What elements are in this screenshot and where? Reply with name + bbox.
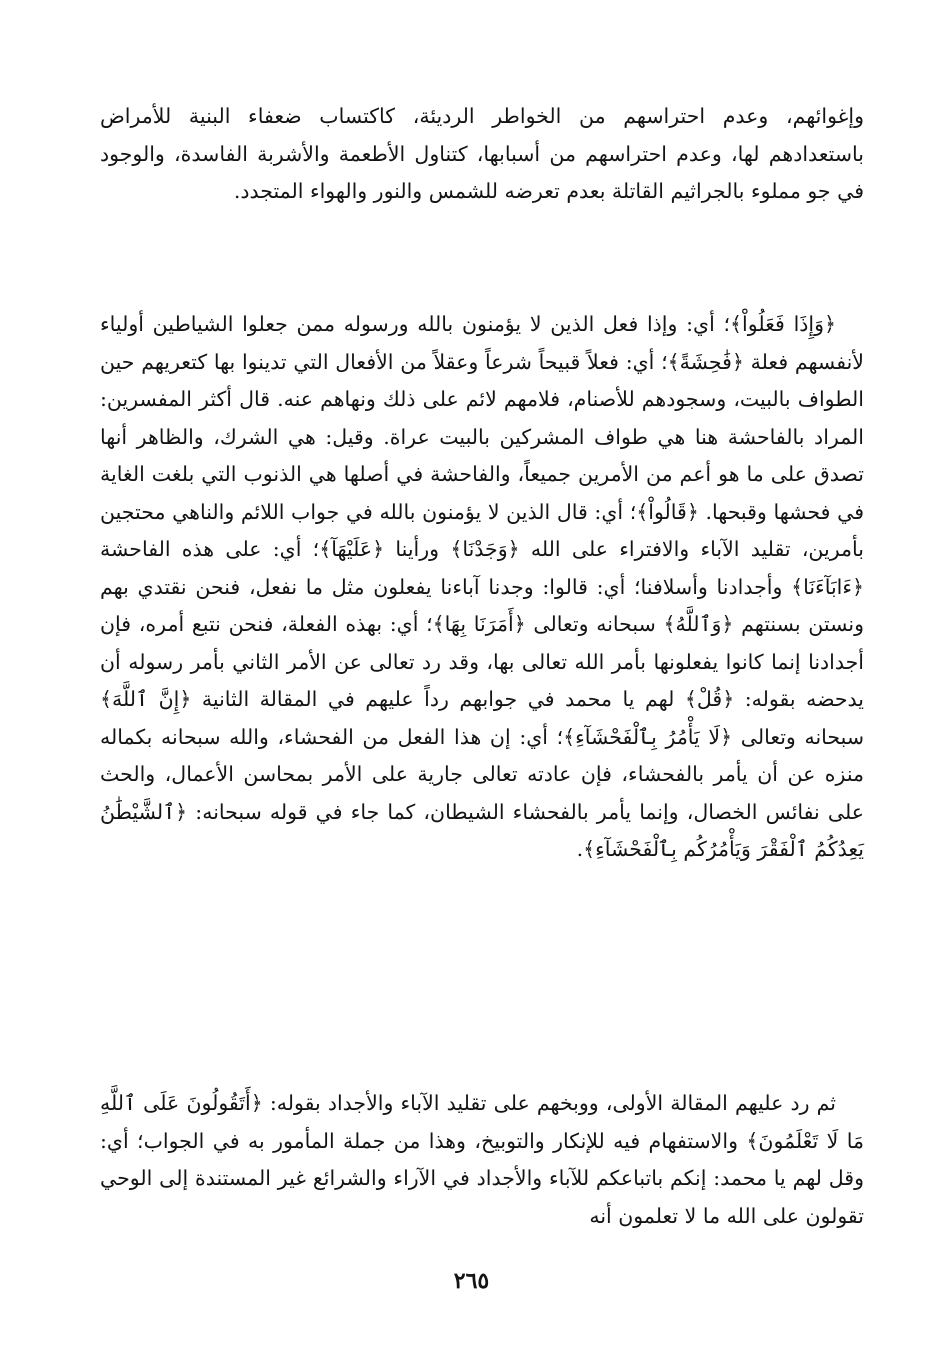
paragraph-2: ﴿وَإِذَا فَعَلُواْ﴾؛ أي: وإذا فعل الذين لا يؤمنون بالله ورسوله ممن جعلوا الشياطين أولياء لأنفسهم فعلة ﴿فَٰحِشَةً﴾؛ أي: فعلاً قبيحاً شرعاً وعقلاً من الأفعال التي تدينوا بها كتعريهم حين الطواف بالبيت، وسجودهم للأصنام، فلامهم لائم على ذلك ونهاهم عنه. قال أكثر المفسرين: المراد بالفاحشة هنا هي طواف المشركين بالبيت عراة. وقيل: هي الشرك، والظاهر أنها تصدق على ما هو أعم من الأمرين جميعاً، والفاحشة في أصلها هي الذنوب التي بلغت الغاية في فحشها وقبحها. ﴿قَالُواْ﴾؛ أي: قال الذين لا يؤمنون بالله في جواب اللائم والناهي محتجين بأمرين، تقليد الآباء والافتراء على الله ﴿وَجَدْنَا﴾ ورأينا ﴿عَلَيْهَآ﴾؛ أي: على هذه الفاحشة ﴿ءَابَآءَنَا﴾ وأجدادنا وأسلافنا؛ أي: قالوا: وجدنا آباءنا يفعلون مثل ما نفعل، فنحن نقتدي بهم ونستن بسنتهم ﴿وَٱللَّهُ﴾ سبحانه وتعالى ﴿أَمَرَنَا بِهَا﴾؛ أي: بهذه الفعلة، فنحن نتبع أمره، فإن أجدادنا إنما كانوا يفعلونها بأمر الله تعالى بها، وقد رد تعالى عن الأمر الثاني بأمر رسوله أن يدحضه بقوله: ﴿قُلْ﴾ لهم يا محمد في جوابهم رداً عليهم في المقالة الثانية ﴿إِنَّ ٱللَّهَ﴾ سبحانه وتعالى ﴿لَا يَأْمُرُ بِٱلْفَحْشَآءِ﴾؛ أي: إن هذا الفعل من الفحشاء، والله سبحانه بكماله منزه عن أن يأمر بالفحشاء، فإن عادته تعالى جارية على الأمر بمحاسن الأعمال، والحث على نفائس الخصال، وإنما يأمر بالفحشاء الشيطان، كما جاء في قوله سبحانه: ﴿ٱلشَّيْطَٰنُ يَعِدُكُمُ ٱلْفَقْرَ وَيَأْمُرُكُم بِٱلْفَحْشَآءِ﴾. <box>100 312 864 861</box>
paragraph-1: وإغوائهم، وعدم احتراسهم من الخواطر الرديئة، كاكتساب ضعفاء البنية للأمراض باستعدادهم لها، وعدم احتراسهم من أسبابها، كتناول الأطعمة والأشربة الفاسدة، والوجود في جو مملوء بالجراثيم القاتلة بعدم تعرضه للشمس والنور والهواء المتجدد. <box>100 104 864 203</box>
paragraph-3: ثم رد عليهم المقالة الأولى، ووبخهم على تقليد الآباء والأجداد بقوله: ﴿أَتَقُولُونَ عَلَى ٱللَّهِ مَا لَا تَعْلَمُونَ﴾ والاستفهام فيه للإنكار والتوبيخ، وهذا من جملة المأمور به في الجواب؛ أي: وقل لهم يا محمد: إنكم باتباعكم للآباء والأجداد في الآراء والشرائع غير المستندة إلى الوحي تقولون على الله ما لا تعلمون أنه <box>100 1091 864 1228</box>
page-number: ٢٦٥ <box>453 1268 490 1294</box>
